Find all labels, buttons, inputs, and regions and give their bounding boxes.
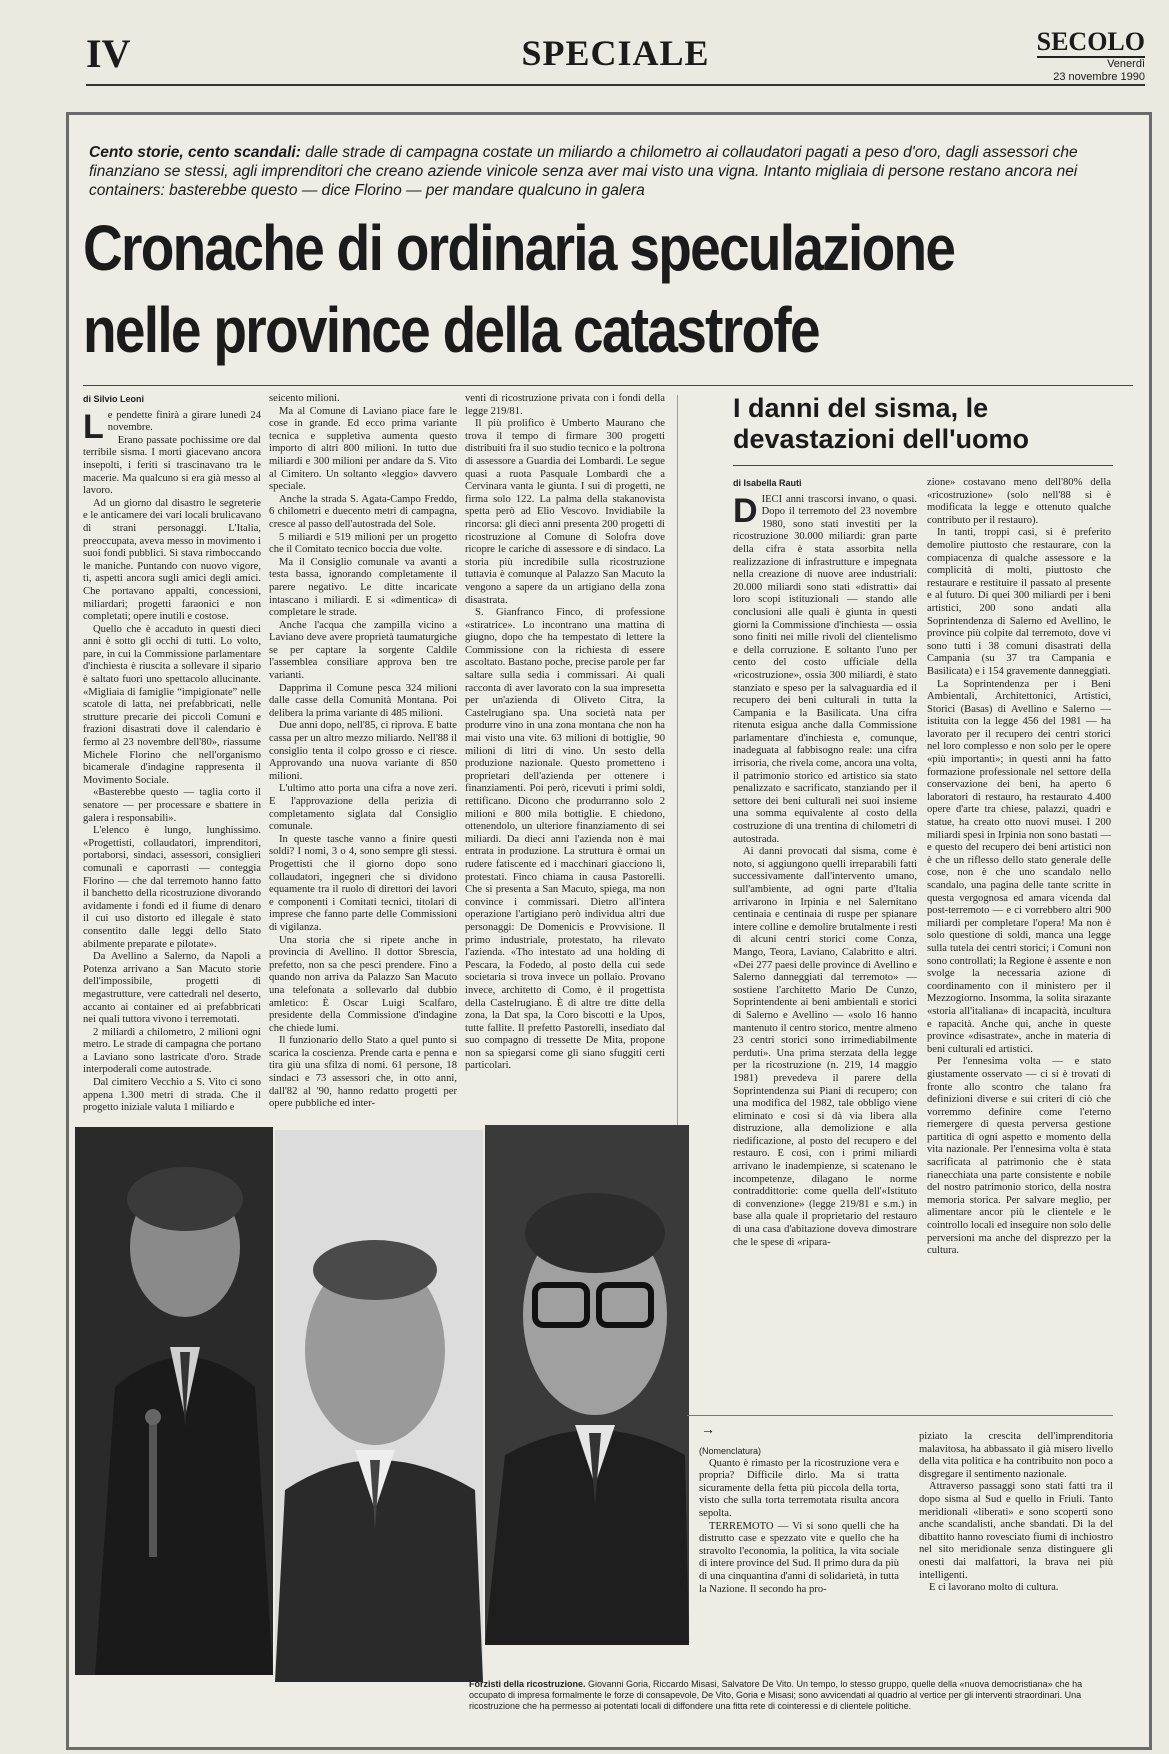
paragraph: 5 miliardi e 519 milioni per un progetto che il Comitato tecnico boccia due volte.	[269, 531, 457, 556]
portrait-image	[75, 1127, 273, 1675]
paragraph: zione» costavano meno dell'80% della «ricostruzione» (solo nell'88 si è modificata la legge e ottenuto qualche contributo per il restauro).	[927, 477, 1111, 526]
drop-cap: D	[733, 491, 758, 530]
headline	[83, 207, 986, 371]
paragraph: 2 miliardi a chilometro, 2 milioni ogni metro. Le strade di campagna che portano a Laviano sono lastricate d'oro. Strade interpoderali come autostrade.	[83, 1026, 261, 1076]
paragraph: Dapprima il Comune pesca 324 milioni dalle casse della Comunità Montana. Poi delibera la prima variante di 485 milioni.	[269, 682, 457, 719]
page-number: IV	[86, 31, 131, 76]
paragraph: IECI anni trascorsi invano, o quasi. Dopo il terremoto del 23 novembre 1980, sono stati investiti per la ricostruzione 30.000 miliardi: gran parte della cifra è stata assorbita nella realizzazione di infrastrutture e impegnata nella creazione di nuove aree industriali: 20.000 miliardi sono stati «distratti» dai loro scopi istituzionali — stando alle conclusioni alle quali è giunta in questi giorni la Commissione d'inchiesta — ossia sono finiti nei mille rivoli del clientelismo e della corruzione. E soltanto l'uno per cento del costo ufficiale della «ricostruzione», ossia 300 miliardi, è stato stanziato e speso per la salvaguardia ed il recupero dei beni culturali in tutta la Campania e la Basilicata. Una cifra ritenuta esigua anche dalla Commissione parlamentare d'inchiesta e, comunque, inadeguata al fabbisogno reale: una cifra irrisoria, che rivela come, ancora una volta, il patrimonio storico ed artistico sia stato penalizzato e sacrificato, stanziando per il settore dei beni culturali nei suoi insieme una somma equivalente al costo della costruzione di una trentina di chilometri di autostrada.	[733, 493, 917, 845]
paper-masthead	[1037, 28, 1145, 84]
paragraph: In tanti, troppi casi, si è preferito demolire piuttosto che restaurare, con la compiacenza di qualche assessore e la complicità di molti, piuttosto che restaurare e restituire il passato al presente e al futuro. Di quei 300 miliardi per i beni artistici, 200 sono andati alla Soprintendenza di Salerno ed Avellino, le province più colpite dal terremoto, dove vi sono tutti i 38 comuni disastrati della Campania (su 37 tra Campania e Basilicata) e i 154 gravemente danneggiati.	[927, 527, 1111, 677]
paragraph: seicento milioni.	[269, 393, 340, 404]
byline: di Silvio Leoni	[83, 394, 145, 404]
photo-misasi	[275, 1130, 483, 1682]
paragraph: La Soprintendenza per i Beni Ambientali, Architettonici, Artistici, Storici (Basas) di Avellino e Salerno — istituita con la legge 456 del 1981 — ha lavorato per il recupero dei centri storici nel loro complesso e non solo per le opere «più importanti»; in questi anni ha fatto formazione professionale nel settore della conservazione dei beni, ha aperto 6 laboratori di restauro, ha restaurato 4.400 opere d'arte tra chiese, palazzi, quadri e statue, ha creato otto nuovi musei. I 200 miliardi spesi in Irpinia non sono bastati — e questo del recupero dei beni artistici non è che un riflesso dello stato generale delle cose, non è che uno scandalo nello scandalo, una pagina delle tante scritte in questa vergognosa ed amara vicenda dal post-terremoto — e ci vorrebbero altri 900 miliardi per completare l'opera! Ma non è solo questione di soldi, manca una legge sulla tutela dei centri storici; i Comuni non sono controllati; la Regione è assente e non svolge la necessaria azione di coordinamento con il ministero per il Mezzogiorno. Insomma, la solita sirazante «storia all'italiana» di incapacità, incultura e rapacità. Anche qui, anche in queste province «disastrate», anche in materia di beni culturali ed artistici.	[927, 678, 1111, 1055]
paragraph: venti di ricostruzione privata con i fondi della legge 219/81.	[465, 393, 665, 417]
issue-date: 23 novembre 1990	[1053, 71, 1145, 83]
paragraph: Da Avellino a Salerno, da Napoli a Potenza arrivano a San Macuto storie dell'impossibile, progetti di megastrutture, vere cattedrali nel deserto, accanto ai container ed ai prefabbricati nei quali tuttora vivono i terremotati.	[83, 951, 261, 1026]
portrait-image	[485, 1125, 689, 1645]
paragraph: (Nomenclatura)	[699, 1446, 762, 1456]
kicker	[89, 143, 1129, 200]
headline-line-1: Cronache di ordinaria speculazione	[83, 212, 955, 284]
paragraph: In queste tasche vanno a finire questi soldi? I nomi, 3 o 4, sono sempre gli stessi. Progettisti che il giorno dopo sono collaudatori, ingegneri che si dividono equamente tra il ruolo di direttori dei lavori e componenti i Comitati tecnici, titolari di imprese che fanno parte delle Commissioni di vigilanza.	[269, 833, 457, 933]
paragraph: Per l'ennesima volta — e stato giustamente osservato — ci si è trovati di fronte allo scontro che talano fra definizioni diverse e sui criteri di ciò che vorremmo definire come l'eterno riemergere di questa perversa gestione partitica di ogni aspetto e momento della vita nazionale. Per l'ennesima volta è stata sacrificata al patrimonio che è stata rianecchiata una parte consistente e nobile del nostro patrimonio storico, della nostra memoria storica. Per salvare meglio, per alimentare ancor più le clientele e le cointrollo locali ed inseguire non solo delle perversioni ma anche del disprezzo per la cultura.	[927, 1056, 1111, 1257]
sidebar-rule	[733, 465, 1113, 466]
bottom-column-right	[919, 1431, 1113, 1663]
paragraph: Quanto è rimasto per la ricostruzione vera e propria? Difficile dirlo. Ma si tratta sicuramente della fetta più piccola della torta, visto che sulla torta terremotata risulta ancora sepolta.	[699, 1457, 899, 1519]
drop-cap: L	[83, 407, 104, 446]
paragraph: Due anni dopo, nell'85, ci riprova. E batte cassa per un altro mezzo miliardo. Nell'88 il consiglio tenta il colpo grosso e ci riesce. Approvando una nuova variante di 850 milioni.	[269, 720, 457, 782]
section-title: SPECIALE	[521, 33, 710, 73]
article-column-3	[465, 393, 665, 1113]
paragraph: E ci lavorano molto di cultura.	[929, 1582, 1059, 1594]
paragraph: TERREMOTO — Vi si sono quelli che ha distrutto case e spezzato vite e quello che ha stravolto l'economia, la politica, la vita sociale di intere province del Sud. Il primo dura da più di una cinquantina d'anni di solidarietà, in tutta la Nazione. Il secondo ha pro-	[699, 1520, 899, 1595]
article-clipping	[66, 112, 1152, 1750]
masthead	[86, 24, 1145, 86]
paragraph: Anche l'acqua che zampilla vicino a Laviano deve avere proprietà taumaturgiche se per captare la sorgente Caldile l'assemblea consiliare approva ben tre varianti.	[269, 619, 457, 682]
paragraph: S. Gianfranco Finco, di professione «stiratrice». Lo incontrano una mattina di giugno, dopo che ha tempestato di lettere la Commissione con la richiesta di essere ascoltato. Bastano poche, precise parole per far saltare sulla sedia i commissari. Ai quali racconta di aver lavorato con la sua impresetta per un'azienda di Oliveto Citra, la Castelrugiano spa. Una società nata per produrre vino in una zona montana che non ha mai visto una vite. 63 milioni di bottiglie, 90 milioni di litri di vino. Un sesto della produzione nazionale. Questo prometteno i proprietari dell'azienda per ottenere i finanziamenti. Poi però, ricevuti i primi soldi, rettificano. Dicono che produrranno solo 2 milioni e 800 mila bottiglie. E chiedono, ottenendolo, un ulteriore finanziamento di sei miliardi. Da dieci anni l'azienda non è mai entrata in produzione. La struttura è ormai un rudere fatiscente ed i macchinari giacciono lì, protestati. Finco chiama in causa Pastorelli. Che si presenta a San Macuto, spiega, ma non convince i commissari. Dietro all'intera operazione l'artigiano però individua altri due personaggi: De Domenicis e Provvisione. Il primo industriale, protestato, ha rilevato l'azienda. «Tho intestato ad una holding di Pescara, la Fodedo, al posto della cui sede societaria si trova invece un pollaio. Provano invece, architetto di Como, è il progettista della Castelrugiano. È di altre tre ditte della zona, la Dat spa, la Coro biscotti e la Upos, tutte fallite. Il prefetto Pastorelli, insediato dal suo compagno di tressette De Mita, propone non sa spiegarsi come gli siano sfuggiti certi particolari.	[465, 607, 665, 1072]
sidebar-byline: di Isabella Rauti	[733, 478, 802, 488]
photo-goria	[75, 1127, 273, 1675]
paragraph: Anche la strada S. Agata-Campo Freddo, 6 chilometri e duecento metri di campagna, cresce al passo dell'autostrada del Sole.	[269, 493, 457, 530]
caption-text: Giovanni Goria, Riccardo Misasi, Salvatore De Vito. Un tempo, lo stesso gruppo, quelle della «nuova democristiana» che ha occupato di impresa formalmente le forze di consapevole, De Vito, Goria e Misasi; sono avvicendati al quadrio al vertice per gli interventi straordinari. Una ricostruzione che ha permesso ai potentati locali di diffondere una fitta rete di cointeressi e di clientele politiche.	[469, 1679, 1083, 1711]
issue-day: Venerdì	[1107, 58, 1145, 70]
continue-arrow-icon: →	[701, 1423, 715, 1438]
paragraph: Attraverso passaggi sono stati fatti tra il dopo sisma al Sud e quello in Friuli. Tanto meridionali «liberati» e sono scoperti sono anche scandalisti, anche sbandati. Di la del dibattito hanno rovesciato fiumi di inchiostro nel sito meridionale senza distinguere gli onesti dai malfattori, la brava nei più intelligenti.	[919, 1481, 1113, 1581]
paragraph: Una storia che si ripete anche in provincia di Avellino. Il dottor Sbrescia, prefetto, non sa che pesci prendere. Fino a quando non arriva da Palazzo San Macuto una telefonata a sollevarlo dal dubbio amletico: È Oscar Luigi Scalfaro, presidente della Commissione d'indagine che chiede lumi.	[269, 934, 457, 1034]
paragraph: Ad un giorno dal disastro le segreterie e le anticamere dei vari locali brulicavano di strani personaggi. L'Italia, preoccupata, aveva messo in movimento i suoi fondi pubblici. Si stava rimboccando le maniche. Puntando con nuovo vigore, ti, aspetti ancora sugli amici degli amici. Che portavano appalti, concessioni, miliardari; progetti faraonici e non completati; opere inutili e costose.	[83, 497, 261, 623]
paragraph: L'ultimo atto porta una cifra a nove zeri. E l'approvazione della perizia di completamento siglata dal Consiglio comunale.	[269, 783, 457, 833]
section-rule	[687, 1415, 1113, 1416]
photo-de-vito	[485, 1125, 689, 1645]
paragraph: Il più prolifico è Umberto Maurano che trova il tempo di firmare 300 progetti distribuiti fra il suo studio tecnico e la poltrona di assessore a Guardia dei Lombardi. Le segue quasi a ruota Pasquale Lombardi che a Cervinara vanta le giunta. I sui di progetti, ne firma solo 122. La palma della stakanovista spetta però ad Elio Vescovo. Invidiabile la rincorsa: gli dieci anni presenta 200 progetti di ricostruzione al Comune di Solofra dove ricopre le cariche di assessore e di sindaco. La storia più incredibile sulla ricostruzione tuttavia è comunque al Palazzo San Macuto la vengono a sapere da un artigiano della zona disastrata.	[465, 418, 665, 606]
paragraph: Ma al Comune di Laviano piace fare le cose in grande. Ed ecco prima variante tecnica e suppletiva aumenta questo importo di altri 800 milioni. In tutto due miliardi e 300 milioni per andare da S. Vito al Cimitero. Un soltanto «leggio» davvero speciale.	[269, 405, 457, 493]
photo-caption	[469, 1679, 1119, 1712]
bottom-column-left	[699, 1445, 899, 1665]
paragraph: e pendette finirà a girare lunedì 24 novembre.	[107, 409, 261, 434]
headline-line-2: nelle province della catastrofe	[83, 294, 819, 366]
paper-logo: SECOLO	[1036, 27, 1145, 56]
paragraph: L'elenco è lungo, lunghissimo. «Progettisti, collaudatori, imprenditori, portaborsi, sindaci, assessori, consiglieri comunali e caporrasti — conteggia Florino — che dal terremoto hanno fatto il banchetto della ricostruzione divorando avidamente i fondi ed il fiume di denaro il cui uso distorto ed illegale è stato consentito dalle leggi dello Stato abilmente preparate e pilotate».	[83, 825, 261, 950]
paragraph: Il funzionario dello Stato a quel punto si scarica la coscienza. Prende carta e penna e tira giù una sfilza di nomi. 61 persone, 18 sindaci e 73 assessori che, in otto anni, dall'82 al '90, hanno redatto progetti per opere pubbliche ed inter-	[269, 1035, 457, 1110]
kicker-text: dalle strade di campagna costate un miliardo a chilometro ai collaudatori pagati a peso d'oro, dagli assessori che finanziano se stessi, agli imprenditori che creano aziende vinicole senza aver mai visto una vigna. Intanto migliaia di persone restano ancora nei containers: basterebbe questo — dice Florino — per mandare qualcuno in galera	[89, 144, 1078, 199]
paragraph: Erano passate pochissime ore dal terribile sisma. I morti giacevano ancora insepolti, i feriti si trascinavano tra le macerie. Ma qualcuno si era già messo al lavoro.	[83, 434, 261, 497]
article-column-2	[269, 393, 457, 1113]
paragraph: «Basterebbe questo — taglia corto il senatore — per processare e sbattere in galera i responsabili».	[83, 787, 261, 824]
sidebar-column-1	[733, 477, 917, 1517]
article-column-1	[83, 393, 261, 1113]
sidebar-column-2	[927, 477, 1111, 1517]
headline-rule	[83, 385, 1133, 386]
paragraph: Quello che è accaduto in questi dieci anni è sotto gli occhi di tutti. Lo volto, pare, in cui la Commissione parlamentare d'inchiesta è riuscita a sollevare il sipario è saltato fuori uno spettacolo allucinante. «Migliaia di famiglie “impigionate” nelle scatole di latta, nei prefabbricati, nelle strutture precarie dei piccoli Comuni e frazioni disastrati dove il calendario è fermo al 23 novembre dell'80», riassume Michele Florino che nell'organismo bicamerale d'indagine rappresenta il Movimento Sociale.	[83, 623, 261, 786]
sidebar-title: I danni del sisma, le devastazioni dell'uomo	[733, 393, 1029, 454]
paragraph: Ma il Consiglio comunale va avanti a testa bassa, ignorando completamente il parere negativo. Le ditte incaricate intascano i miliardi. E si «dimentica» di completare le strade.	[269, 556, 457, 619]
caption-lead: Forzisti della ricostruzione.	[469, 1679, 586, 1689]
paragraph: piziato la crescita dell'imprenditoria malavitosa, ha abbassato il già misero livello della vita politica e ha contribuito non poco a disgregare il sentimento nazionale.	[919, 1431, 1113, 1480]
paragraph: Ai danni provocati dal sisma, come è noto, si aggiungono quelli irreparabili fatti successivamente dall'intervento umano, sull'ambiente, ad ogni parte d'Italia arrivarono in Irpinia e nel Salernitano centinaia e centinaia di ruspe per spianare intere colline e demolire brutalmente i resti di alcuni centri storici come Conza, Mango, Teora, Laviano, Calabritto e altri. «Dei 277 paesi delle province di Avellino e Salerno danneggiati dal terremoto» — sostiene l'architetto Mario De Cunzo, Soprintendente ai beni ambientali e storici di Salerno e Avellino — «solo 16 hanno mantenuto il centro storico, mentre almeno 23 centri storici sono irrimediabilmente perduti». Una prima sterzata della legge per la ricostruzione (n. 219, 14 maggio 1981) prevedeva il parere della Soprintendenza sui Piani di recupero; con una modifica del 1982, tale obbligo viene eliminato e così si dà via libera alla distruzione, alla demolizione e alla riedificazione, al posto del recupero e del restauro. E così, con i primi miliardi arrivano le inadempienze, si scatenano le incompetenze, dilagano le norme contraddittorie: come quella dell'«Istituto di convenzione» (legge 219/81 e s.m.) in base alla quale il proprietario del restauro di una casa d'abitazione doveva dimostrare che le spese di «ripara-	[733, 846, 917, 1248]
kicker-lead: Cento storie, cento scandali:	[89, 144, 301, 161]
paragraph: Dal cimitero Vecchio a S. Vito ci sono appena 1.300 metri di strada. Che il progetto iniziale valuta 1 miliardo e	[83, 1077, 261, 1113]
portrait-image	[275, 1130, 483, 1682]
